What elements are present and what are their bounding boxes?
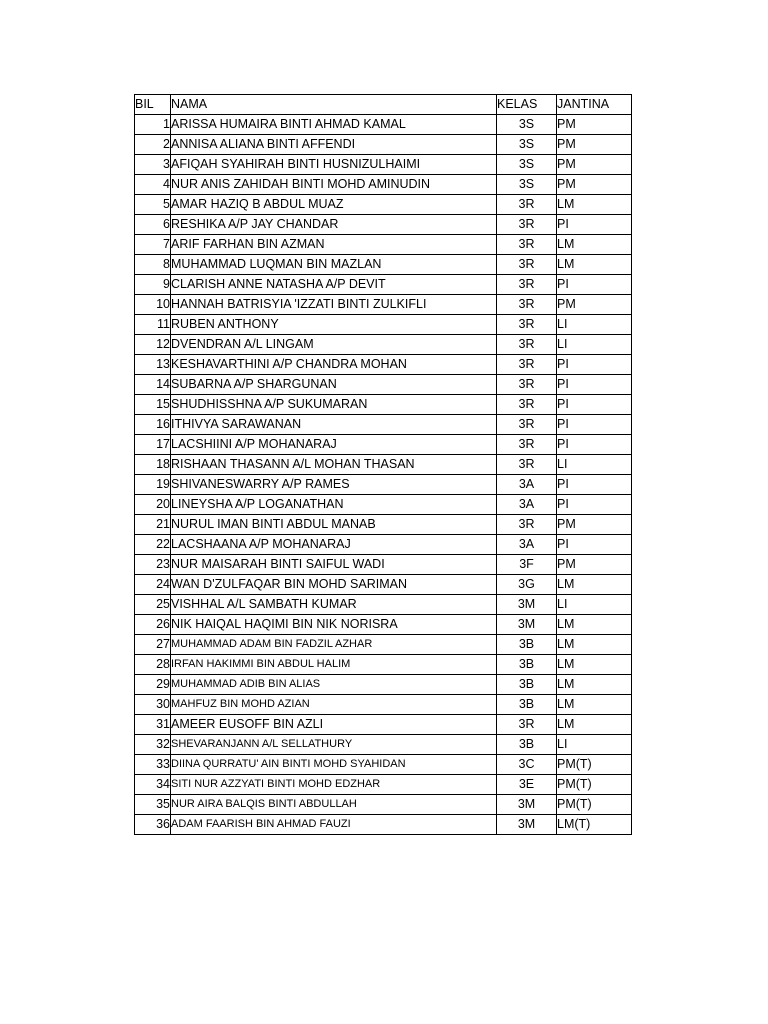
gender-code: LM [557, 255, 632, 275]
class-code: 3G [497, 575, 557, 595]
student-name: NUR AIRA BALQIS BINTI ABDULLAH [171, 795, 497, 815]
table-row [135, 575, 632, 595]
table-row [135, 295, 632, 315]
gender-code: PI [557, 375, 632, 395]
class-code: 3M [497, 795, 557, 815]
class-code: 3A [497, 495, 557, 515]
row-number: 17 [135, 435, 171, 455]
gender-code: LM(T) [557, 815, 632, 835]
class-code: 3R [497, 515, 557, 535]
table-row [135, 775, 632, 795]
student-name: SHUDHISSHNA A/P SUKUMARAN [171, 395, 497, 415]
table-row [135, 495, 632, 515]
row-number: 26 [135, 615, 171, 635]
gender-code: PI [557, 435, 632, 455]
student-name: MAHFUZ BIN MOHD AZIAN [171, 695, 497, 715]
table-row [135, 755, 632, 775]
class-code: 3R [497, 415, 557, 435]
student-name: WAN D'ZULFAQAR BIN MOHD SARIMAN [171, 575, 497, 595]
table-row [135, 455, 632, 475]
row-number: 1 [135, 115, 171, 135]
gender-code: LM [557, 195, 632, 215]
row-number: 32 [135, 735, 171, 755]
class-code: 3R [497, 195, 557, 215]
row-number: 23 [135, 555, 171, 575]
class-code: 3B [497, 635, 557, 655]
student-name: AFIQAH SYAHIRAH BINTI HUSNIZULHAIMI [171, 155, 497, 175]
class-code: 3E [497, 775, 557, 795]
gender-code: PM [557, 135, 632, 155]
gender-code: LI [557, 315, 632, 335]
gender-code: LM [557, 655, 632, 675]
student-name: RISHAAN THASANN A/L MOHAN THASAN [171, 455, 497, 475]
class-code: 3S [497, 155, 557, 175]
row-number: 24 [135, 575, 171, 595]
row-number: 6 [135, 215, 171, 235]
row-number: 30 [135, 695, 171, 715]
student-name: MUHAMMAD ADIB BIN ALIAS [171, 675, 497, 695]
table-row [135, 335, 632, 355]
table-body [135, 115, 632, 835]
student-name: RUBEN ANTHONY [171, 315, 497, 335]
gender-code: PM [557, 555, 632, 575]
student-name: IRFAN HAKIMMI BIN ABDUL HALIM [171, 655, 497, 675]
class-code: 3B [497, 695, 557, 715]
row-number: 34 [135, 775, 171, 795]
gender-code: PI [557, 475, 632, 495]
row-number: 14 [135, 375, 171, 395]
class-code: 3S [497, 135, 557, 155]
row-number: 11 [135, 315, 171, 335]
table-row [135, 275, 632, 295]
header-bil: BIL [135, 95, 171, 115]
table-row [135, 735, 632, 755]
table-row [135, 115, 632, 135]
gender-code: PM [557, 115, 632, 135]
gender-code: PI [557, 495, 632, 515]
gender-code: PI [557, 275, 632, 295]
student-name: ARISSA HUMAIRA BINTI AHMAD KAMAL [171, 115, 497, 135]
row-number: 28 [135, 655, 171, 675]
row-number: 8 [135, 255, 171, 275]
row-number: 15 [135, 395, 171, 415]
student-name: LINEYSHA A/P LOGANATHAN [171, 495, 497, 515]
gender-code: PI [557, 415, 632, 435]
row-number: 7 [135, 235, 171, 255]
class-code: 3B [497, 655, 557, 675]
class-code: 3A [497, 535, 557, 555]
table-row [135, 355, 632, 375]
row-number: 31 [135, 715, 171, 735]
class-code: 3R [497, 275, 557, 295]
student-name: AMAR HAZIQ B ABDUL MUAZ [171, 195, 497, 215]
class-code: 3B [497, 735, 557, 755]
table-row [135, 395, 632, 415]
class-code: 3R [497, 435, 557, 455]
class-code: 3R [497, 255, 557, 275]
student-name: MUHAMMAD ADAM BIN FADZIL AZHAR [171, 635, 497, 655]
table-row [135, 655, 632, 675]
table-row [135, 175, 632, 195]
table-row [135, 215, 632, 235]
gender-code: LM [557, 695, 632, 715]
gender-code: PM(T) [557, 755, 632, 775]
gender-code: PI [557, 215, 632, 235]
row-number: 25 [135, 595, 171, 615]
student-name: HANNAH BATRISYIA 'IZZATI BINTI ZULKIFLI [171, 295, 497, 315]
gender-code: LM [557, 235, 632, 255]
gender-code: PM [557, 175, 632, 195]
gender-code: LM [557, 615, 632, 635]
gender-code: PM(T) [557, 775, 632, 795]
row-number: 33 [135, 755, 171, 775]
row-number: 13 [135, 355, 171, 375]
student-list-table [134, 94, 632, 835]
table-row [135, 415, 632, 435]
row-number: 22 [135, 535, 171, 555]
header-jantina: JANTINA [557, 95, 632, 115]
student-name: DIINA QURRATU' AIN BINTI MOHD SYAHIDAN [171, 755, 497, 775]
class-code: 3R [497, 295, 557, 315]
student-name: NIK HAIQAL HAQIMI BIN NIK NORISRA [171, 615, 497, 635]
row-number: 9 [135, 275, 171, 295]
row-number: 16 [135, 415, 171, 435]
table-row [135, 815, 632, 835]
gender-code: PM [557, 515, 632, 535]
student-name: ITHIVYA SARAWANAN [171, 415, 497, 435]
class-code: 3M [497, 815, 557, 835]
student-name: DVENDRAN A/L LINGAM [171, 335, 497, 355]
table-row [135, 675, 632, 695]
class-code: 3M [497, 595, 557, 615]
class-code: 3F [497, 555, 557, 575]
student-name: NUR ANIS ZAHIDAH BINTI MOHD AMINUDIN [171, 175, 497, 195]
student-name: SUBARNA A/P SHARGUNAN [171, 375, 497, 395]
gender-code: PI [557, 395, 632, 415]
student-name: AMEER EUSOFF BIN AZLI [171, 715, 497, 735]
student-name: SHIVANESWARRY A/P RAMES [171, 475, 497, 495]
row-number: 29 [135, 675, 171, 695]
class-code: 3A [497, 475, 557, 495]
table-row [135, 375, 632, 395]
gender-code: PI [557, 535, 632, 555]
class-code: 3R [497, 215, 557, 235]
class-code: 3R [497, 315, 557, 335]
student-name: ADAM FAARISH BIN AHMAD FAUZI [171, 815, 497, 835]
table-row [135, 135, 632, 155]
row-number: 27 [135, 635, 171, 655]
row-number: 21 [135, 515, 171, 535]
class-code: 3R [497, 395, 557, 415]
table-row [135, 595, 632, 615]
row-number: 12 [135, 335, 171, 355]
class-code: 3R [497, 235, 557, 255]
row-number: 5 [135, 195, 171, 215]
student-name: NUR MAISARAH BINTI SAIFUL WADI [171, 555, 497, 575]
class-code: 3R [497, 455, 557, 475]
student-name: LACSHIINI A/P MOHANARAJ [171, 435, 497, 455]
student-name: RESHIKA A/P JAY CHANDAR [171, 215, 497, 235]
table-row [135, 615, 632, 635]
row-number: 4 [135, 175, 171, 195]
table-row [135, 435, 632, 455]
gender-code: LI [557, 335, 632, 355]
gender-code: LM [557, 675, 632, 695]
student-name: KESHAVARTHINI A/P CHANDRA MOHAN [171, 355, 497, 375]
table-row [135, 315, 632, 335]
table-row [135, 635, 632, 655]
student-name: NURUL IMAN BINTI ABDUL MANAB [171, 515, 497, 535]
table-row [135, 795, 632, 815]
gender-code: LM [557, 715, 632, 735]
row-number: 3 [135, 155, 171, 175]
class-code: 3S [497, 175, 557, 195]
row-number: 20 [135, 495, 171, 515]
row-number: 10 [135, 295, 171, 315]
table-row [135, 555, 632, 575]
header-kelas: KELAS [497, 95, 557, 115]
table-row [135, 155, 632, 175]
student-name: CLARISH ANNE NATASHA A/P DEVIT [171, 275, 497, 295]
student-name: MUHAMMAD LUQMAN BIN MAZLAN [171, 255, 497, 275]
class-code: 3R [497, 715, 557, 735]
student-name: ARIF FARHAN BIN AZMAN [171, 235, 497, 255]
table-row [135, 255, 632, 275]
table-row [135, 475, 632, 495]
gender-code: PM [557, 295, 632, 315]
table-row [135, 715, 632, 735]
class-code: 3R [497, 375, 557, 395]
class-code: 3R [497, 335, 557, 355]
header-nama: NAMA [171, 95, 497, 115]
row-number: 18 [135, 455, 171, 475]
class-code: 3M [497, 615, 557, 635]
table-row [135, 515, 632, 535]
gender-code: PI [557, 355, 632, 375]
table-row [135, 695, 632, 715]
row-number: 2 [135, 135, 171, 155]
row-number: 35 [135, 795, 171, 815]
gender-code: LI [557, 595, 632, 615]
class-code: 3S [497, 115, 557, 135]
gender-code: LM [557, 635, 632, 655]
gender-code: LI [557, 455, 632, 475]
student-name: VISHHAL A/L SAMBATH KUMAR [171, 595, 497, 615]
class-code: 3R [497, 355, 557, 375]
row-number: 19 [135, 475, 171, 495]
student-name: SITI NUR AZZYATI BINTI MOHD EDZHAR [171, 775, 497, 795]
gender-code: LM [557, 575, 632, 595]
table-row [135, 535, 632, 555]
gender-code: LI [557, 735, 632, 755]
gender-code: PM [557, 155, 632, 175]
gender-code: PM(T) [557, 795, 632, 815]
student-name: LACSHAANA A/P MOHANARAJ [171, 535, 497, 555]
table-row [135, 235, 632, 255]
class-code: 3C [497, 755, 557, 775]
student-name: ANNISA ALIANA BINTI AFFENDI [171, 135, 497, 155]
class-code: 3B [497, 675, 557, 695]
table-header-row [135, 95, 632, 115]
student-name: SHEVARANJANN A/L SELLATHURY [171, 735, 497, 755]
row-number: 36 [135, 815, 171, 835]
table-row [135, 195, 632, 215]
